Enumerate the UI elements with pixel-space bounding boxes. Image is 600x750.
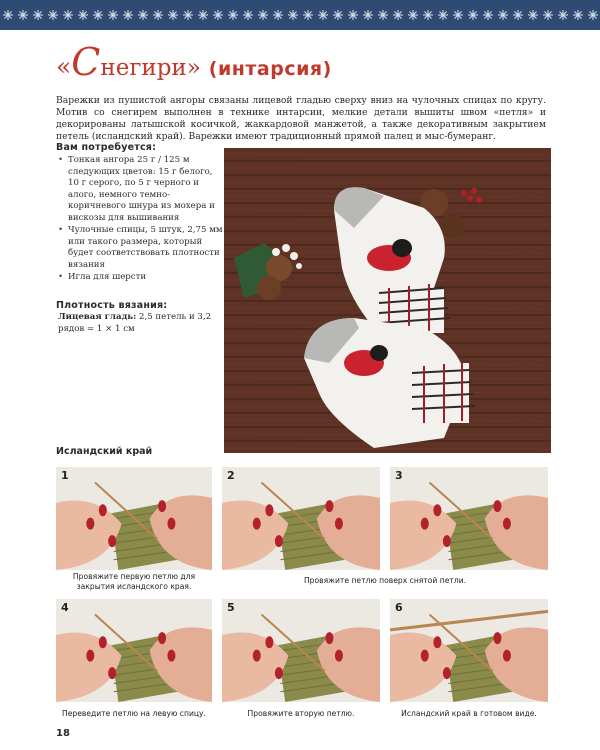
- step-number: 4: [61, 601, 69, 614]
- step-photo-6: [390, 599, 548, 702]
- step-photo-1: [56, 467, 212, 570]
- step-caption-4: Переведите петлю на левую спицу.: [62, 709, 206, 718]
- step-number: 2: [227, 469, 235, 482]
- hands-knitting-icon: [390, 599, 548, 702]
- title-subtitle: (интарсия): [208, 58, 332, 80]
- materials-item: • Чулочные спицы, 5 штук, 2,75 мм или такого размера, который будет соответствовать плотности вязания: [58, 225, 223, 271]
- step-caption-2-3: Провяжите петлю поверх снятой петли.: [303, 576, 467, 585]
- title-initial: С: [71, 40, 101, 84]
- page-number: 18: [56, 728, 70, 739]
- step-number: 6: [395, 601, 403, 614]
- step-photo-5: [222, 599, 380, 702]
- step-number: 3: [395, 469, 403, 482]
- step-caption-1: Провяжите первую петлю для закрытия исландского края.: [72, 572, 196, 591]
- density-label: Лицевая гладь:: [58, 312, 137, 322]
- header-band: [0, 0, 600, 30]
- step-caption-5: Провяжите вторую петлю.: [247, 709, 355, 718]
- hands-knitting-icon: [390, 467, 548, 570]
- mittens-photo: [224, 148, 551, 453]
- materials-list: [58, 155, 223, 285]
- page-title: [56, 40, 332, 84]
- density-heading: Плотность вязания:: [56, 300, 168, 311]
- step-number: 1: [61, 469, 69, 482]
- materials-item: • Тонкая ангора 25 г / 125 м следующих цветов: 15 г белого, 10 г серого, по 5 г черного и алого, немного темно-коричневого шнура из мохера и вискозы для вышивания: [58, 155, 223, 224]
- hands-knitting-icon: [56, 599, 212, 702]
- materials-heading: Вам потребуется:: [56, 142, 157, 153]
- snowflake-pattern-icon: [0, 0, 600, 30]
- mittens-illustration-icon: [224, 148, 551, 453]
- step-photo-2: [222, 467, 380, 570]
- hands-knitting-icon: [56, 467, 212, 570]
- step-caption-6: Исландский край в готовом виде.: [401, 709, 537, 718]
- hands-knitting-icon: [222, 599, 380, 702]
- density-text: [58, 312, 223, 335]
- title-main: негири»: [100, 55, 201, 81]
- step-number: 5: [227, 601, 235, 614]
- title-quote: «: [56, 52, 72, 81]
- step-photo-4: [56, 599, 212, 702]
- section-heading: Исландский край: [56, 446, 153, 457]
- materials-item: • Игла для шерсти: [58, 272, 223, 284]
- density-value: 2,5 петель и 3,2 рядов = 1 × 1 см: [58, 312, 212, 334]
- hands-knitting-icon: [222, 467, 380, 570]
- step-photo-3: [390, 467, 548, 570]
- intro-paragraph: Варежки из пушистой ангоры связаны лицевой гладью сверху вниз на чулочных спицах по кругу. Мотив со снегирем выполнен в технике интарсии, мелкие детали вышиты швом «петля» и декорированы латышской косичкой, жаккардовой манжетой, а также декоративным закрытием петель (исландский край). Варежки имеют традиционный прямой палец и мыс-бумеранг.: [56, 95, 546, 143]
